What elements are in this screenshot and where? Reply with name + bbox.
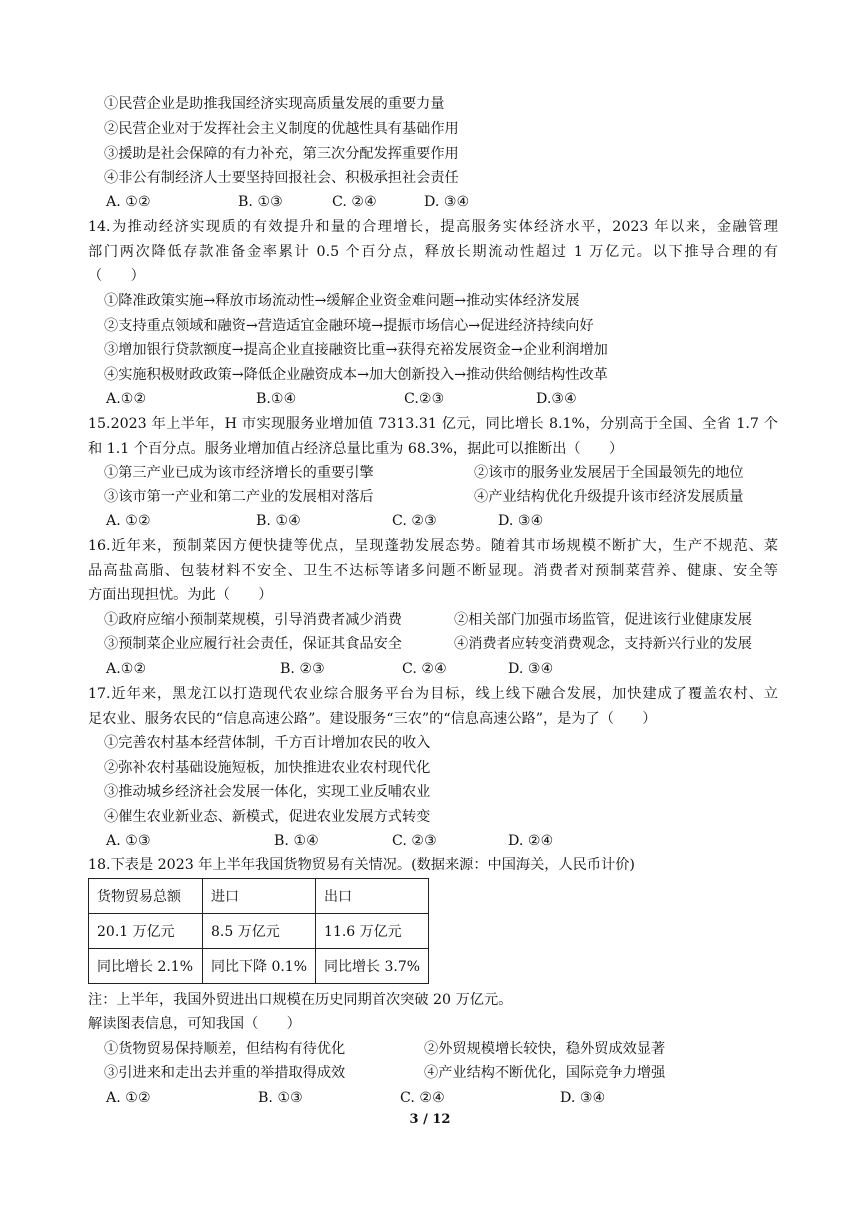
q16-statement-row-1	[104, 610, 774, 630]
q18-question: 解读图表信息，可知我国（ ）	[88, 1016, 301, 1032]
q18-statement-row-1	[104, 1039, 774, 1059]
q14-answer-bracket: （ ）	[88, 268, 145, 284]
q15-options	[104, 511, 774, 531]
q15-stem-line-2: 和 1.1 个百分点。服务业增加值占经济总量比重为 68.3%，据此可以推断出（ ）	[88, 441, 624, 457]
q13-statement-1: ①民营企业是助推我国经济实现高质量发展的重要力量	[104, 96, 445, 112]
q16-stem-line-3: 方面出现担忧。为此（ ）	[88, 587, 273, 603]
q14-stem-line-1: 14.为推动经济实现质的有效提升和量的合理增长，提高服务实体经济水平，2023 年以来，金融管理	[88, 219, 778, 235]
q18-stem: 18.下表是 2023 年上半年我国货物贸易有关情况。(数据来源：中国海关，人民币计价)	[88, 857, 635, 873]
q13-option-d: D. ③④	[424, 194, 470, 210]
q15-statement-4: ④产业结构优化升级提升该市经济发展质量	[474, 489, 744, 505]
q14-statement-1: ①降准政策实施→释放市场流动性→缓解企业资金难问题→推动实体经济发展	[104, 293, 580, 309]
q16-statement-3: ③预制菜企业应履行社会责任，保证其食品安全	[104, 636, 402, 652]
q18-option-a: A. ①②	[106, 1090, 151, 1106]
q18-option-d: D. ③④	[560, 1090, 606, 1106]
q16-option-d: D. ③④	[508, 661, 554, 677]
q15-statement-row-2	[104, 487, 774, 507]
table-header-cell: 进口	[203, 879, 316, 914]
q14-option-b: B.①④	[256, 391, 297, 407]
q17-statement-4: ④催生农业新业态、新模式，促进农业发展方式转变	[104, 809, 431, 825]
q16-statement-row-2	[104, 634, 774, 654]
q16-option-c: C. ②④	[402, 661, 447, 677]
q18-options	[104, 1088, 774, 1108]
q14-statement-2: ②支持重点领域和融资→营造适宜金融环境→提振市场信心→促进经济持续向好	[104, 318, 594, 334]
q15-statement-1: ①第三产业已成为该市经济增长的重要引擎	[104, 465, 374, 481]
q14-option-c: C.②③	[404, 391, 445, 407]
q16-statement-4: ④消费者应转变消费观念，支持新兴行业的发展	[454, 636, 752, 652]
q16-statement-1: ①政府应缩小预制菜规模，引导消费者减少消费	[104, 612, 402, 628]
q18-statement-2: ②外贸规模增长较快，稳外贸成效显著	[424, 1041, 666, 1057]
q17-options	[104, 831, 774, 851]
q14-stem-line-2: 部门两次降低存款准备金率累计 0.5 个百分点，释放长期流动性超过 1 万亿元。以下推导合理的有	[88, 244, 778, 260]
table-header-cell: 货物贸易总额	[89, 879, 203, 914]
table-cell: 11.6 万亿元	[316, 914, 429, 949]
q13-statement-3: ③援助是社会保障的有力补充，第三次分配发挥重要作用	[104, 146, 459, 162]
q15-option-a: A. ①②	[106, 513, 151, 529]
q17-option-b: B. ①④	[274, 833, 319, 849]
q15-option-c: C. ②③	[392, 513, 437, 529]
table-row	[89, 914, 429, 949]
q16-statement-2: ②相关部门加强市场监管，促进该行业健康发展	[454, 612, 752, 628]
q14-statement-3: ③增加银行贷款额度→提高企业直接融资比重→获得充裕发展资金→企业利润增加	[104, 342, 608, 358]
q15-option-d: D. ③④	[498, 513, 544, 529]
table-cell: 同比增长 3.7%	[316, 949, 429, 984]
q17-option-a: A. ①③	[106, 833, 151, 849]
table-row	[89, 949, 429, 984]
q17-option-d: D. ②④	[508, 833, 554, 849]
q16-stem-line-2: 品高盐高脂、包装材料不安全、卫生不达标等诸多问题不断显现。消费者对预制菜营养、健康、安全等	[88, 563, 778, 579]
q18-option-c: C. ②④	[400, 1090, 445, 1106]
q14-option-a: A.①②	[106, 391, 147, 407]
q16-option-b: B. ②③	[280, 661, 325, 677]
q17-statement-1: ①完善农村基本经营体制，千方百计增加农民的收入	[104, 735, 431, 751]
table-cell: 同比增长 2.1%	[89, 949, 203, 984]
q13-option-c: C. ②④	[332, 194, 377, 210]
q14-option-d: D.③④	[536, 391, 577, 407]
q17-option-c: C. ②③	[392, 833, 437, 849]
table-cell: 同比下降 0.1%	[203, 949, 316, 984]
table-header-cell: 出口	[316, 879, 429, 914]
q17-statement-3: ③推动城乡经济社会发展一体化，实现工业反哺农业	[104, 784, 431, 800]
q14-statement-4: ④实施积极财政政策→降低企业融资成本→加大创新投入→推动供给侧结构性改革	[104, 367, 608, 383]
q18-note: 注：上半年，我国外贸进出口规模在历史同期首次突破 20 万亿元。	[88, 992, 513, 1008]
q16-option-a: A.①②	[106, 661, 147, 677]
table-row	[89, 879, 429, 914]
q17-stem-line-2: 足农业、服务农民的“信息高速公路”。建设服务“三农”的“信息高速公路”，是为了（ ）	[88, 711, 657, 727]
q18-statement-3: ③引进来和走出去并重的举措取得成效	[104, 1065, 346, 1081]
q16-stem-line-1: 16.近年来，预制菜因方便快捷等优点，呈现蓬勃发展态势。随着其市场规模不断扩大，生产不规范、菜	[88, 538, 778, 554]
q15-statement-2: ②该市的服务业发展居于全国最领先的地位	[474, 465, 744, 481]
q18-statement-1: ①货物贸易保持顺差，但结构有待优化	[104, 1041, 346, 1057]
q15-statement-3: ③该市第一产业和第二产业的发展相对落后	[104, 489, 374, 505]
q18-statement-row-2	[104, 1063, 774, 1083]
q18-statement-4: ④产业结构不断优化，国际竞争力增强	[424, 1065, 666, 1081]
q15-stem-line-1: 15.2023 年上半年，H 市实现服务业增加值 7313.31 亿元，同比增长 8.1%，分别高于全国、全省 1.7 个	[88, 416, 778, 432]
q15-option-b: B. ①④	[256, 513, 301, 529]
q13-options	[104, 192, 774, 212]
q17-statement-2: ②弥补农村基础设施短板，加快推进农业农村现代化	[104, 760, 431, 776]
q15-statement-row-1	[104, 463, 774, 483]
q13-option-b: B. ①③	[238, 194, 283, 210]
q13-statement-4: ④非公有制经济人士要坚持回报社会、积极承担社会责任	[104, 170, 459, 186]
trade-table	[88, 878, 429, 984]
q13-option-a: A. ①②	[106, 194, 151, 210]
page-number: 3 / 12	[409, 1112, 451, 1127]
table-cell: 20.1 万亿元	[89, 914, 203, 949]
q16-options	[104, 659, 774, 679]
table-cell: 8.5 万亿元	[203, 914, 316, 949]
q17-stem-line-1: 17.近年来，黑龙江以打造现代农业综合服务平台为目标，线上线下融合发展，加快建成了覆盖农村、立	[88, 686, 778, 702]
q13-statement-2: ②民营企业对于发挥社会主义制度的优越性具有基础作用	[104, 121, 459, 137]
q14-options	[104, 389, 774, 409]
q18-option-b: B. ①③	[258, 1090, 303, 1106]
